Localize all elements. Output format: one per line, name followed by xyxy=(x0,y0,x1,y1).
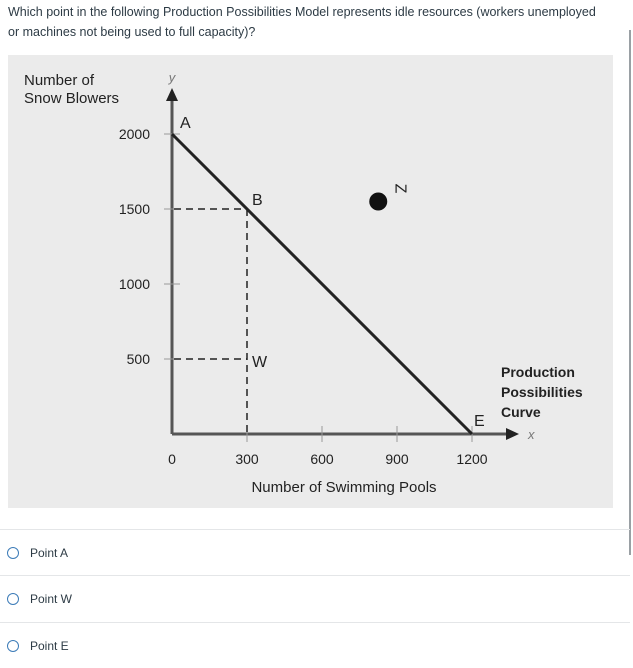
point-a-label: A xyxy=(180,115,191,132)
curve-label-line: Production xyxy=(501,364,575,380)
ppc-chart-svg xyxy=(8,55,613,508)
x-axis-arrow-icon xyxy=(506,428,519,440)
y-tick-label: 500 xyxy=(126,351,150,367)
x-axis-label: Number of Swimming Pools xyxy=(251,479,437,496)
option-point-w[interactable] xyxy=(0,575,630,621)
x-axis-letter: x xyxy=(528,427,535,442)
curve-label-line: Curve xyxy=(501,404,541,420)
y-axis-arrow-icon xyxy=(166,88,178,101)
ppc-chart xyxy=(8,55,613,508)
point-b-label: B xyxy=(252,192,263,209)
y-tick-label: 1000 xyxy=(118,276,150,292)
option-label: Point W xyxy=(30,591,73,606)
y-axis-letter: y xyxy=(168,70,176,85)
ppc-curve-line xyxy=(172,134,472,434)
point-w-label: W xyxy=(252,354,268,371)
y-tick-label: 2000 xyxy=(118,126,150,142)
x-tick-label: 0 xyxy=(168,451,176,467)
radio-button-icon[interactable] xyxy=(7,593,19,605)
radio-button-icon[interactable] xyxy=(7,547,19,559)
x-tick-label: 300 xyxy=(235,451,259,467)
y-axis-label: Number of Snow Blowers xyxy=(24,72,120,107)
x-tick-label: 900 xyxy=(385,451,409,467)
point-z-label: Z xyxy=(391,183,409,194)
radio-button-icon[interactable] xyxy=(7,640,19,652)
option-label: Point E xyxy=(30,638,69,653)
x-tick-label: 1200 xyxy=(456,451,488,467)
point-e-label: E xyxy=(474,413,485,430)
option-label: Point A xyxy=(30,545,69,560)
option-point-e[interactable] xyxy=(0,622,630,668)
option-point-a[interactable] xyxy=(0,529,630,575)
x-tick-label: 600 xyxy=(310,451,334,467)
question-text: Which point in the following Production Possibilities Model represents idle resources (workers unemployed or machines not being used to full capacity)? xyxy=(8,5,596,39)
y-tick-label: 1500 xyxy=(118,201,150,217)
curve-label-line: Possibilities xyxy=(501,384,583,400)
point-z-marker xyxy=(369,193,387,211)
scrollbar[interactable] xyxy=(629,30,631,555)
